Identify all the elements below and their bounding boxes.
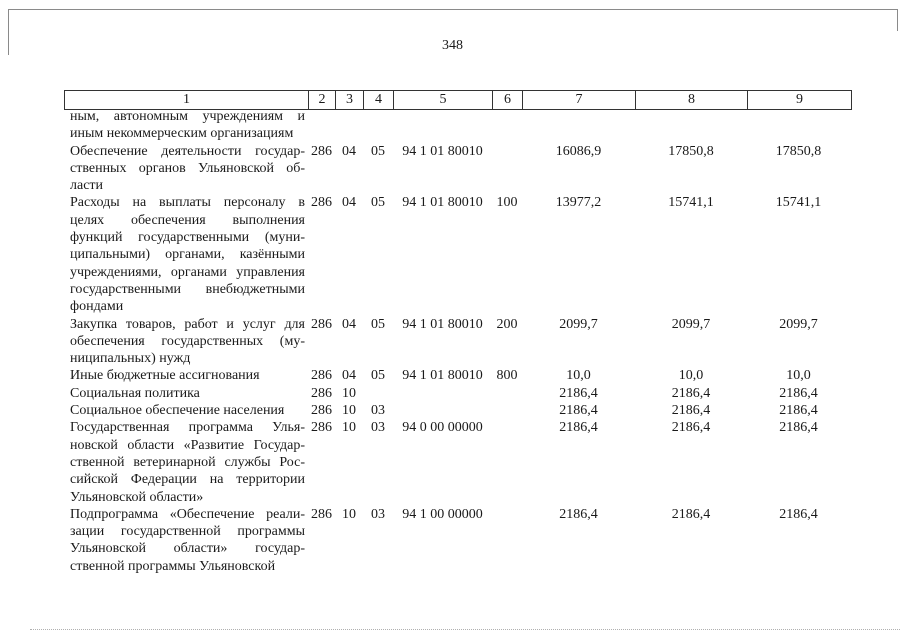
row-subsection-code: 03 [371,506,385,522]
row-name: ным, автономным учреждениям и иным некоммерческим организациям [70,109,305,142]
table-row [64,367,850,384]
row-target-article: 94 1 00 00000 [402,506,483,522]
row-amount-col9: 2186,4 [779,506,818,522]
header-col-1: 1 [65,91,309,109]
header-col-9: 9 [796,92,803,107]
row-ministry-code: 286 [311,316,332,332]
row-target-article: 94 1 01 80010 [402,316,483,332]
row-amount-col7: 2186,4 [559,506,598,522]
row-amount-col9: 10,0 [786,368,811,384]
row-amount-col8: 2186,4 [671,420,711,436]
page-number: 348 [442,38,463,53]
row-amount-col7: 13977,2 [555,195,602,211]
row-subsection-code: 05 [371,368,385,384]
row-name: Иные бюджетные ассигнования [70,368,260,384]
row-name: Социальная политика [70,385,200,401]
row-section-code: 04 [342,368,356,384]
row-amount-col8: 2099,7 [671,316,711,332]
row-name: Государственная программа Ульяновской области «Развитие Государственной ветеринарной службы Российской Федерации на территории Ульяновской области» [70,420,305,505]
row-ministry-code: 286 [311,143,332,159]
row-ministry-code: 286 [311,195,332,211]
row-subsection-code: 03 [371,403,385,419]
row-section-code: 04 [342,143,356,159]
row-amount-col9: 2186,4 [779,403,818,419]
row-ministry-code: 286 [311,368,332,384]
row-expense-type: 100 [496,195,518,211]
row-amount-col8: 2186,4 [671,385,711,401]
header-col-4: 4 [364,91,394,109]
row-amount-col8: 17850,8 [668,143,714,159]
header-col-6: 6 [493,91,523,109]
header-col-7: 7 [523,91,636,109]
table-row [64,316,850,368]
row-ministry-code: 286 [311,403,332,419]
row-amount-col8: 2186,4 [671,403,711,419]
row-target-article: 94 1 01 80010 [402,195,483,211]
table-row [64,419,850,505]
table-row [64,385,850,402]
row-subsection-code: 05 [371,143,385,159]
row-ministry-code: 286 [311,420,332,436]
row-name: Расходы на выплаты персоналу в целях обеспечения выполнения функций государственными (муниципальными) органами, казёнными учреждениями, органами управления государственными внебюджетными фондами [70,195,305,315]
row-section-code: 10 [342,420,356,436]
row-subsection-code: 05 [371,195,385,211]
row-subsection-code: 03 [371,420,385,436]
row-amount-col8: 15741,1 [668,195,714,211]
row-expense-type: 200 [496,316,518,332]
row-ministry-code: 286 [311,385,332,401]
row-name: Обеспечение деятельности государственных органов Ульяновской области [70,143,305,194]
row-expense-type: 800 [496,368,518,384]
row-target-article: 94 1 01 80010 [402,143,483,159]
row-amount-col9: 2186,4 [779,420,818,436]
row-target-article: 94 1 01 80010 [402,368,483,384]
row-section-code: 04 [342,316,356,332]
table-row [64,108,850,143]
header-col-2: 2 [309,91,336,109]
row-section-code: 10 [342,385,356,401]
row-ministry-code: 286 [311,506,332,522]
row-amount-col7: 2186,4 [559,420,598,436]
row-section-code: 10 [342,506,356,522]
row-amount-col9: 2099,7 [779,316,818,332]
header-col-3: 3 [336,91,364,109]
row-name: Подпрограмма «Обеспечение реализации государственной программы Ульяновской области» государственной программы Ульяновской [70,506,305,574]
row-section-code: 04 [342,195,356,211]
table-row [64,506,850,575]
row-amount-col7: 2099,7 [559,316,598,332]
table-row [64,194,850,315]
row-amount-col7: 2186,4 [559,403,598,419]
row-amount-col9: 2186,4 [779,385,818,401]
table-body [64,108,850,575]
scan-edge-line [30,629,900,633]
row-target-article: 94 0 00 00000 [402,420,483,436]
row-amount-col9: 15741,1 [775,195,822,211]
row-amount-col9: 17850,8 [775,143,822,159]
row-amount-col7: 10,0 [566,368,591,384]
table-row [64,402,850,419]
header-col-5: 5 [394,91,493,109]
row-section-code: 10 [342,403,356,419]
row-name: Социальное обеспечение населения [70,403,285,419]
page-border-top [8,9,898,10]
row-amount-col7: 16086,9 [555,143,602,159]
table-row [64,143,850,195]
table-header [64,90,852,110]
row-amount-col8: 2186,4 [671,506,711,522]
page-border-right [897,9,898,31]
row-amount-col8: 10,0 [678,368,704,384]
row-amount-col7: 2186,4 [559,385,598,401]
row-subsection-code: 05 [371,316,385,332]
row-name: Закупка товаров, работ и услуг для обеспечения государственных (муниципальных) нужд [70,316,305,367]
header-col-8: 8 [636,91,748,109]
